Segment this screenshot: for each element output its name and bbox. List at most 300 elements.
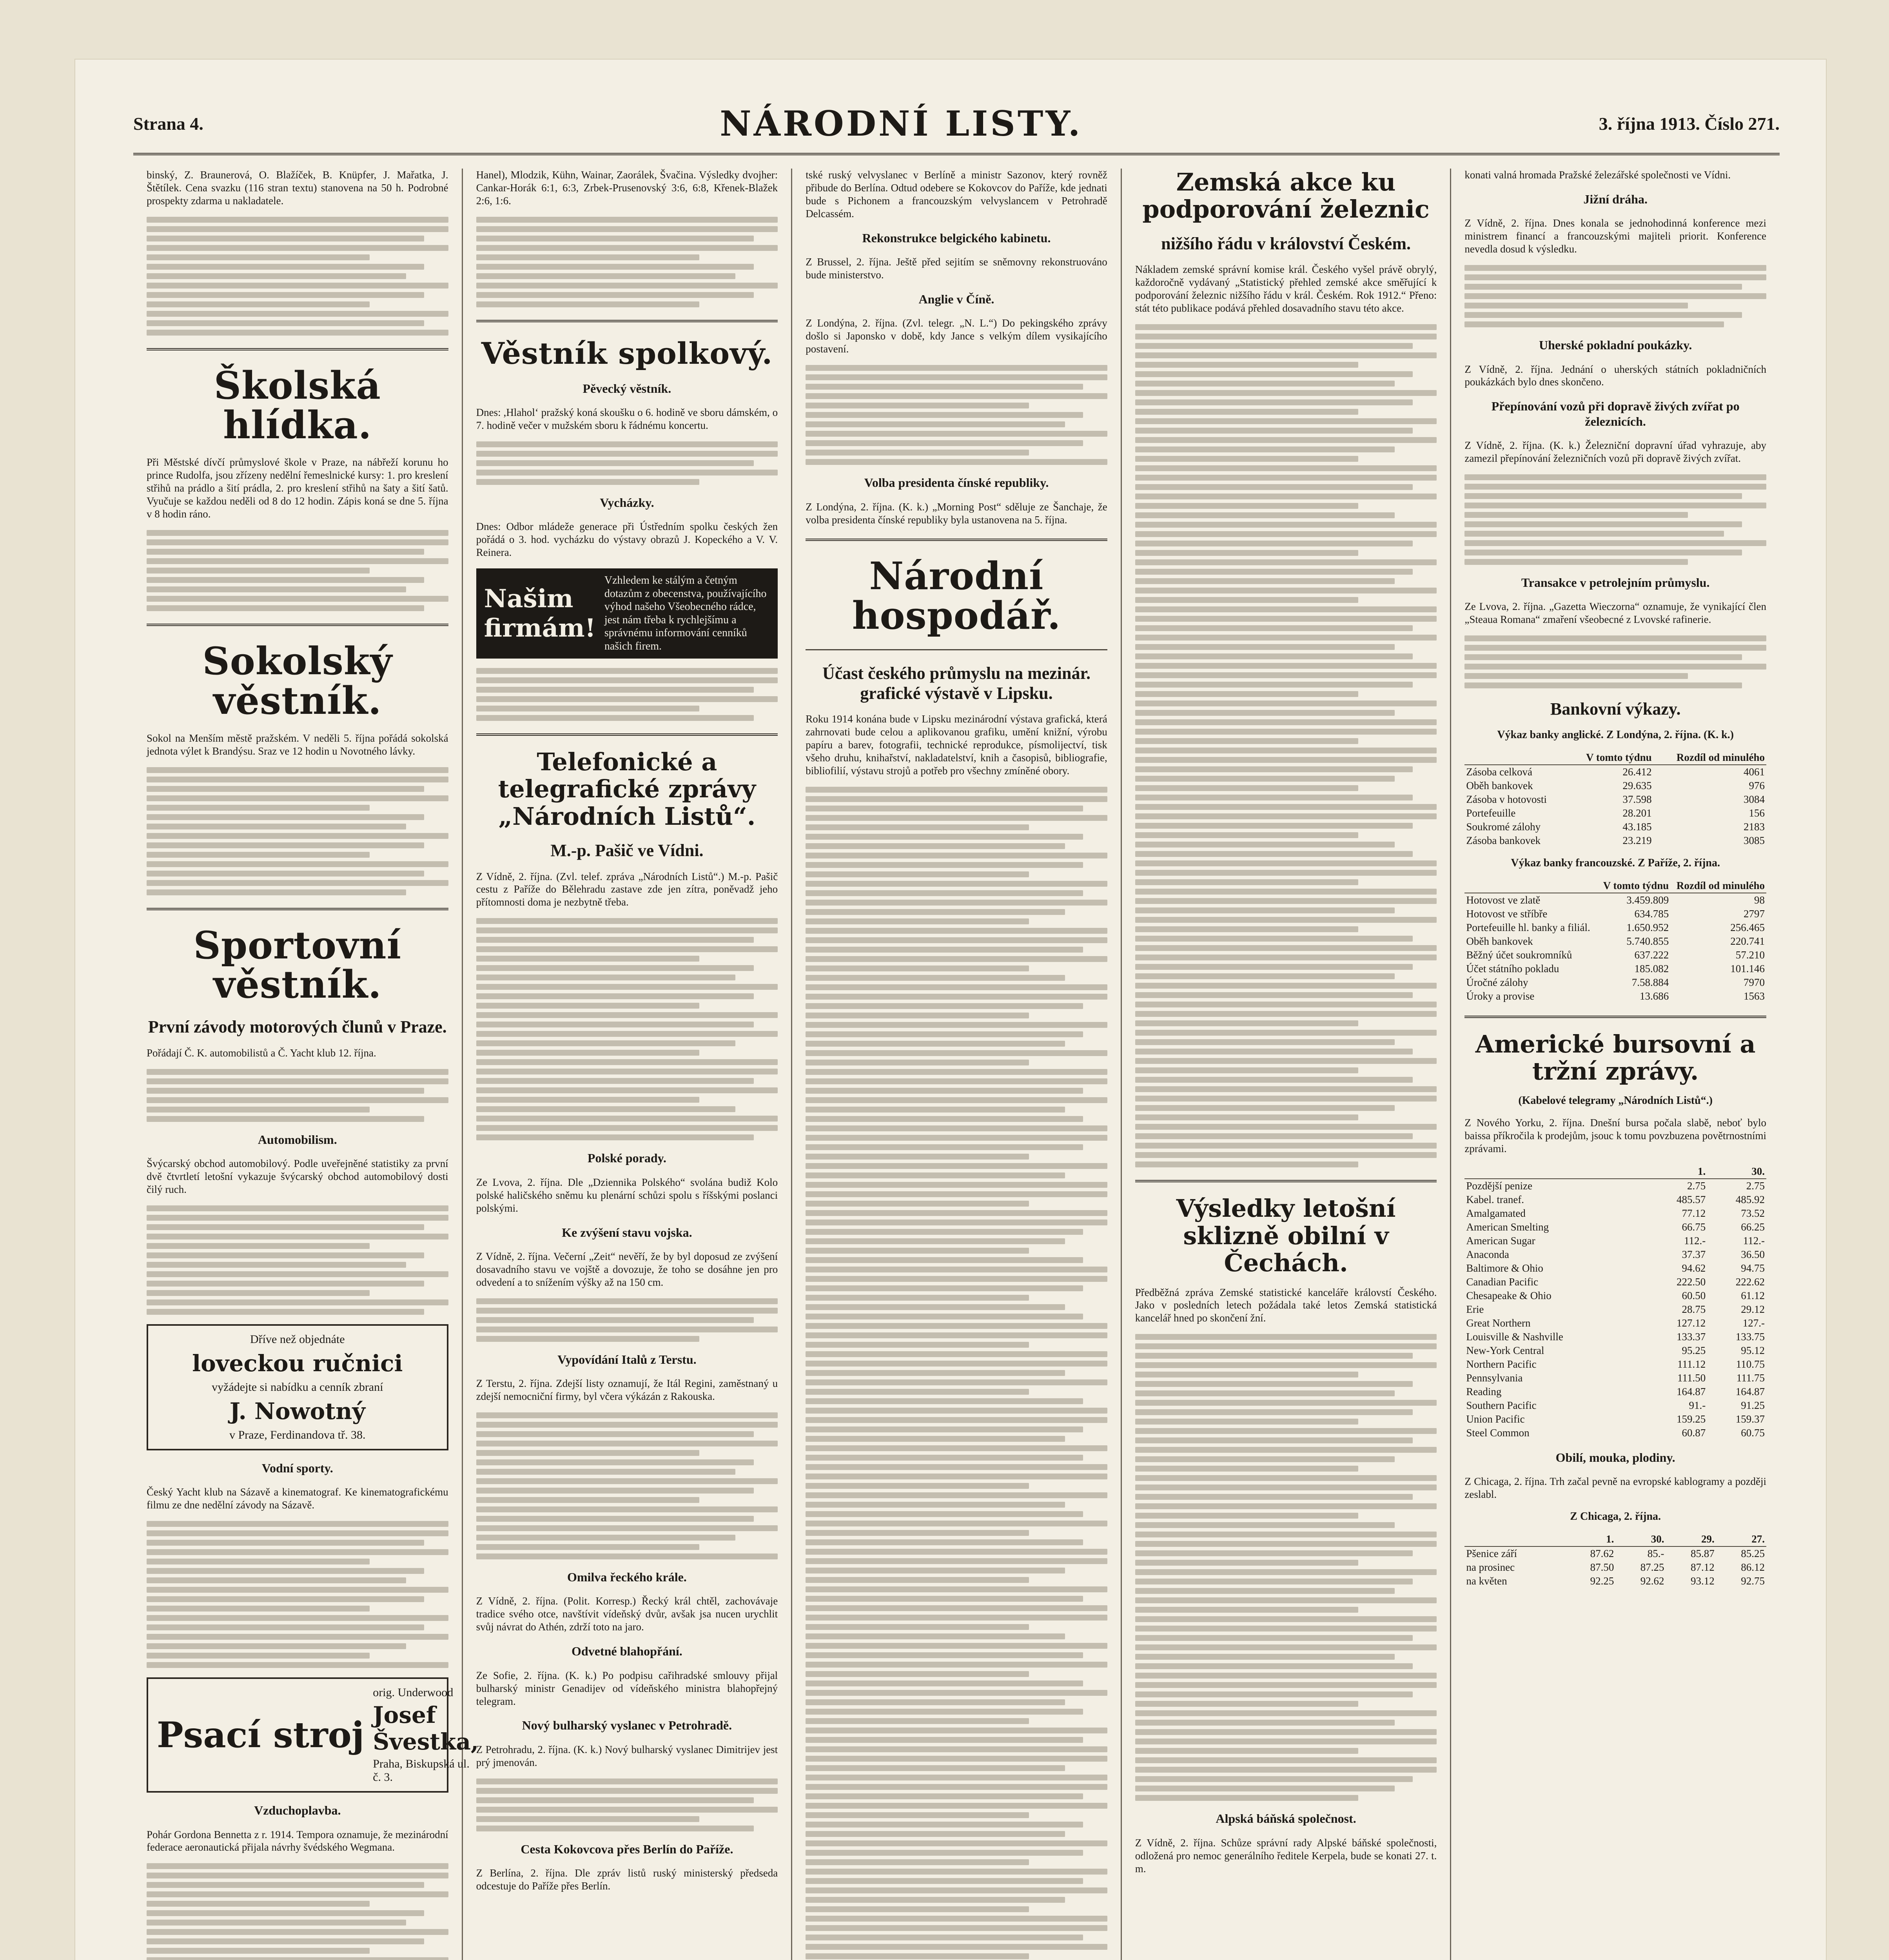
south-heading: Jižní dráha. <box>1583 192 1648 206</box>
england-table <box>1464 751 1766 848</box>
table-row <box>1464 1330 1766 1344</box>
column-header: V tomto týdnu <box>1568 751 1653 765</box>
table-cell: 3.459.809 <box>1626 894 1669 906</box>
ad-line-2: loveckou ručnici <box>192 1350 403 1377</box>
table-cell: 94.75 <box>1741 1262 1765 1274</box>
table-cell: 2.75 <box>1687 1180 1706 1192</box>
tele-subheading: M.-p. Pašič ve Vídni. <box>550 840 704 860</box>
table-row <box>1464 1303 1766 1316</box>
fair-text: Roku 1914 konána bude v Lipsku mezinárodní výstava grafická, která zahrnovati bude celou a aplikovanou grafiku, umění knižní, výrobu papíru a barev, fotografii, technické reprodukce, písmolijectví, tisk všeho druhu, knihařství, nakladatelství, knih a časopisů, bibliografie, bibliofilií, výstavu strojů a potřeb pro všechny zmíněné obory. <box>806 713 1107 777</box>
table-cell: 159.37 <box>1735 1413 1765 1425</box>
greek-heading: Omilva řeckého krále. <box>567 1570 687 1584</box>
divider <box>476 733 778 736</box>
table-cell: 111.50 <box>1677 1372 1706 1384</box>
table-cell: Union Pacific <box>1466 1413 1525 1425</box>
italy-text: Z Terstu, 2. října. Zdejší listy oznamují, že Itál Regini, zaměstnaný u zdejší nemocniční firmy, byl včera výkázán z Rakouska. <box>476 1377 778 1403</box>
table-cell: 29.635 <box>1622 779 1652 791</box>
issue-date: 3. října 1913. Číslo 271. <box>1599 113 1780 134</box>
table-cell: 85.25 <box>1741 1547 1765 1559</box>
table-cell: Úročné zálohy <box>1466 976 1528 988</box>
china-text: Z Londýna, 2. října. (Zvl. telegr. „N. L.“) Do pekingského zprávy došlo si Japonsko v době, kdy Jance s velkým dílem vysikajícího postavení. <box>806 317 1107 355</box>
page-header <box>133 94 1780 155</box>
table-cell: 57.210 <box>1735 949 1765 961</box>
chicago-caption: Z Chicaga, 2. října. <box>1570 1510 1661 1523</box>
text-block <box>147 1205 448 1315</box>
table-row <box>1464 1275 1766 1289</box>
table-cell: 37.37 <box>1682 1248 1706 1260</box>
table-cell: 60.50 <box>1682 1289 1706 1301</box>
text-block <box>1135 324 1437 1167</box>
table-row <box>1464 793 1766 806</box>
zemska-subheading: nižšího řádu v království Českém. <box>1161 234 1411 253</box>
water-heading: Vodní sporty. <box>261 1461 333 1475</box>
england-caption: Výkaz banky anglické. Z Londýna, 2. října. (K. k.) <box>1497 728 1734 741</box>
table-cell: na prosinec <box>1466 1561 1515 1573</box>
table-cell: Canadian Pacific <box>1466 1276 1539 1288</box>
table-cell: 85.87 <box>1690 1547 1715 1559</box>
table-cell: 111.12 <box>1677 1358 1706 1370</box>
banner-title: Našim firmám! <box>484 584 596 643</box>
table-cell: 87.12 <box>1690 1561 1715 1573</box>
sport-text: Pořádají Č. K. automobilistů a Č. Yacht klub 12. října. <box>147 1047 376 1059</box>
transport-heading: Přepínování vozů při dopravě živých zvířat po železnicích. <box>1491 399 1740 428</box>
table-cell: 101.146 <box>1730 962 1765 975</box>
table-cell: Kabel. tranef. <box>1466 1193 1524 1205</box>
col5-top-text: konati valná hromada Pražské železářské společnosti ve Vídni. <box>1464 169 1731 181</box>
text-block <box>476 1298 778 1342</box>
table-cell: Portefeuille <box>1466 807 1516 819</box>
columns <box>133 169 1780 1960</box>
table-header-row <box>1464 751 1766 765</box>
table-cell: 92.75 <box>1741 1575 1765 1587</box>
table-cell: Zásoba bankovek <box>1466 834 1541 846</box>
table-cell: 66.75 <box>1682 1221 1706 1233</box>
text-block <box>806 365 1107 465</box>
table-cell: 127.12 <box>1676 1317 1706 1329</box>
harvest-heading: Výsledky letošní sklizně obilní v Čechách. <box>1176 1194 1396 1278</box>
table-cell: 220.741 <box>1730 935 1765 947</box>
china2-text: Z Londýna, 2. října. (K. k.) „Morning Post“ sděluje ze Šanchaje, že volba presidenta čínské republiky byla ustanovena na 5. října. <box>806 501 1107 526</box>
divider <box>147 348 448 350</box>
table-cell: Southern Pacific <box>1466 1399 1537 1411</box>
table-row <box>1464 1207 1766 1220</box>
alpine-heading: Alpská báňská společnost. <box>1216 1811 1356 1826</box>
divider <box>806 539 1107 541</box>
table-cell: 5.740.855 <box>1626 935 1669 947</box>
table-cell: 85.- <box>1647 1547 1664 1559</box>
trips-heading: Vycházky. <box>600 495 654 510</box>
ad-line-1: Dříve než objednáte <box>250 1332 345 1346</box>
ad-line-3: vyžádejte si nabídku a cenník zbraní <box>212 1380 383 1394</box>
table-row <box>1464 1412 1766 1426</box>
text-block <box>476 1779 778 1831</box>
table-cell: Oběh bankovek <box>1466 779 1533 791</box>
table-cell: Zásoba v hotovosti <box>1466 793 1547 805</box>
table-cell: 3084 <box>1743 793 1765 805</box>
army-text: Z Vídně, 2. října. Večerní „Zeit“ nevěří, že by byl doposud ze zvýšení dosavadního stavu ve vojště a dovozuje, že toho se dosáhne jen pro odvedení a to snížením výšky až na 150 cm. <box>476 1250 778 1288</box>
table-row <box>1464 1289 1766 1303</box>
table-cell: na květen <box>1466 1575 1507 1587</box>
table-cell: 66.25 <box>1741 1221 1765 1233</box>
table-row <box>1464 765 1766 779</box>
table-row <box>1464 1426 1766 1440</box>
table-cell: 86.12 <box>1741 1561 1765 1573</box>
oil-heading: Transakce v petrolejním průmyslu. <box>1521 575 1710 590</box>
table-cell: Pšenice září <box>1466 1547 1517 1559</box>
table-row <box>1464 962 1766 976</box>
table-cell: 1.650.952 <box>1626 921 1669 933</box>
divider <box>147 908 448 910</box>
table-cell: 112.- <box>1743 1234 1765 1247</box>
column-1 <box>133 169 479 1960</box>
column-4 <box>1122 169 1452 1960</box>
auto-heading: Automobilism. <box>258 1132 337 1147</box>
table-cell: American Smelting <box>1466 1221 1549 1233</box>
belgium-text: Z Brussel, 2. října. Ještě před sejitím se sněmovny rekonstruováno bude ministerstvo. <box>806 256 1107 281</box>
table-cell: Amalgamated <box>1466 1207 1526 1219</box>
italy-heading: Vypovídání Italů z Terstu. <box>557 1352 697 1367</box>
table-cell: 256.465 <box>1730 921 1765 933</box>
ad-row <box>157 1686 479 1784</box>
table-cell: 23.219 <box>1622 834 1652 846</box>
table-cell: 7.58.884 <box>1631 976 1669 988</box>
air-text: Pohár Gordona Bennetta z r. 1914. Tempora oznamuje, že mezinárodní federace aeronautická přijala návrhy švédského Wegmana. <box>147 1828 448 1853</box>
divider <box>147 624 448 626</box>
table-cell: Úroky a provise <box>1466 990 1535 1002</box>
table-row <box>1464 834 1766 848</box>
china2-heading: Volba presidenta čínské republiky. <box>864 475 1049 490</box>
table-cell: 2797 <box>1743 907 1765 920</box>
us-heading: Americké bursovní a tržní zprávy. <box>1475 1029 1756 1086</box>
china-heading: Anglie v Číně. <box>918 292 994 307</box>
water-text: Český Yacht klub na Sázavě a kinematograf. Ke kinematografickému filmu ze dne nedělní závody na Sázavě. <box>147 1486 448 1511</box>
table-cell: Steel Common <box>1466 1426 1530 1439</box>
grain-text: Z Chicaga, 2. října. Trh začal pevně na evropské kablogramy a později zeslabl. <box>1464 1475 1766 1500</box>
rifle-ad <box>147 1324 448 1450</box>
text-block <box>476 918 778 1140</box>
us-subheading: (Kabelové telegramy „Národních Listů“.) <box>1518 1094 1713 1107</box>
text-block <box>147 1069 448 1122</box>
column-header: Rozdíl od minulého <box>1670 879 1766 893</box>
table-cell: 13.686 <box>1640 990 1669 1002</box>
column-3 <box>792 169 1122 1960</box>
tele-text: Z Vídně, 2. října. (Zvl. telef. zpráva „Národních Listů“.) M.-p. Pašič cestu z Paříže do Bělehradu zastave zde jen zítra, poněvadž jeho přítomnosti doma je nezbytně třeba. <box>476 870 778 908</box>
table-cell: 43.185 <box>1622 820 1652 833</box>
table-cell: 95.25 <box>1682 1344 1706 1356</box>
column-header: 29. <box>1666 1532 1716 1546</box>
column-header: 27. <box>1716 1532 1766 1546</box>
table-row <box>1464 1546 1766 1561</box>
table-row <box>1464 1344 1766 1357</box>
table-cell: Pennsylvania <box>1466 1372 1523 1384</box>
text-block <box>806 787 1107 1960</box>
column-2 <box>463 169 793 1960</box>
text-block <box>1464 635 1766 688</box>
column-5 <box>1451 169 1780 1960</box>
table-cell: 4061 <box>1743 766 1765 778</box>
table-cell: 164.87 <box>1735 1385 1765 1397</box>
sokol-text: Sokol na Menším městě pražském. V neděli 5. října pořádá sokolská jednota výlet k Brandýsu. Sraz ve 12 hodin u Novotného lávky. <box>147 732 448 757</box>
table-row <box>1464 1357 1766 1371</box>
table-row <box>1464 779 1766 793</box>
grain-heading: Obilí, mouka, plodiny. <box>1555 1450 1675 1465</box>
table-cell: 93.12 <box>1690 1575 1715 1587</box>
text-block <box>1464 265 1766 327</box>
table-cell: 87.50 <box>1590 1561 1614 1573</box>
table-cell: 61.12 <box>1741 1289 1765 1301</box>
table-cell: 91.- <box>1689 1399 1706 1411</box>
text-block <box>1464 474 1766 565</box>
congrats-heading: Odvetné blahopřání. <box>572 1644 682 1659</box>
table-header-row <box>1464 879 1766 893</box>
fair-heading: Účast českého průmyslu na mezinár. grafické výstavě v Lipsku. <box>822 664 1091 703</box>
table-cell: 222.62 <box>1735 1276 1765 1288</box>
table-cell: Běžný účet soukromníků <box>1466 949 1572 961</box>
harvest-text: Předběžná zpráva Zemské statistické kanceláře královstí Českého. Jako v posledních letech požádala také letos Zemská statistická kancelář hned po skončení žní. <box>1135 1286 1437 1324</box>
table-cell: 2183 <box>1743 820 1765 833</box>
text-block <box>147 767 448 895</box>
table-cell: 164.87 <box>1676 1385 1706 1397</box>
divider <box>1464 1016 1766 1018</box>
table-cell: 29.12 <box>1741 1303 1765 1315</box>
oil-text: Ze Lvova, 2. října. „Gazetta Wieczorna“ oznamuje, že vynikající člen „Steaua Romana“ zmaření všeobecné z Lvovské rafinerie. <box>1464 601 1766 626</box>
table-cell: Pozdější penize <box>1466 1180 1533 1192</box>
france-caption: Výkaz banky francouzské. Z Paříže, 2. října. <box>1511 857 1720 869</box>
table-cell: 111.75 <box>1736 1372 1765 1384</box>
table-row <box>1464 1371 1766 1385</box>
table-row <box>1464 1193 1766 1207</box>
table-cell: 87.25 <box>1640 1561 1664 1573</box>
table-cell: 485.57 <box>1676 1193 1706 1205</box>
column-header <box>1464 879 1598 893</box>
table-cell: 133.37 <box>1676 1330 1706 1343</box>
table-cell: 110.75 <box>1736 1358 1765 1370</box>
table-cell: Zásoba celková <box>1466 766 1533 778</box>
table-cell: 37.598 <box>1622 793 1652 805</box>
table-row <box>1464 1234 1766 1248</box>
table-cell: 112.- <box>1684 1234 1706 1247</box>
table-cell: Great Northern <box>1466 1317 1531 1329</box>
sport-subheading: První závody motorových člunů v Praze. <box>148 1017 447 1037</box>
table-cell: Hotovost ve stříbře <box>1466 907 1548 920</box>
school-text: Při Městské dívčí průmyslové škole v Praze, na nábřeží korunu ho prince Rudolfa, jsou zřízeny nedělní řemeslnické kursy: 1. pro kreslení střihů na prádlo a šití prádla, 2. pro kreslení střihů na šaty a šití šatů. Vyučuje se každou neděli od 8 do 12 hodin. Zápis koná se dne 5. října v 8 hodin ráno. <box>147 456 448 520</box>
column-header <box>1464 1532 1565 1546</box>
bank-heading: Uherské pokladní poukázky. <box>1539 338 1692 352</box>
table-cell: 2.75 <box>1746 1180 1765 1192</box>
table-cell: 485.92 <box>1735 1193 1765 1205</box>
table-row <box>1464 1316 1766 1330</box>
auto-text: Švýcarský obchod automobilový. Podle uveřejněné statistiky za první dvě čtvrtletí letošní vykazuje švýcarský obchod automobilový dosti čilý ruch. <box>147 1158 448 1195</box>
sokol-heading: Sokolský věstník. <box>202 639 393 723</box>
table-cell: 156 <box>1749 807 1765 819</box>
table-cell: Soukromé zálohy <box>1466 820 1541 833</box>
bank-reports-heading: Bankovní výkazy. <box>1550 699 1681 719</box>
alpine-text: Z Vídně, 2. října. Schůze správní rady Alpské báňské společnosti, odložená pro nemoc generálního ředitele Kerpela, bude se konati 27. t. m. <box>1135 1837 1437 1875</box>
belgium-heading: Rekonstrukce belgického kabinetu. <box>862 230 1051 245</box>
column-header <box>1464 1165 1648 1179</box>
column-header: V tomto týdnu <box>1598 879 1670 893</box>
table-row <box>1464 1574 1766 1588</box>
vestnik-heading: Věstník spolkový. <box>481 336 773 371</box>
table-cell: 28.201 <box>1622 807 1652 819</box>
banner-text: Vzhledem ke stálým a četným dotazům z obecenstva, používajícího výhod našeho Všeobecného rádce, jest nám třeba k rychlejšímu a správnému informování cenníků našich firem. <box>604 574 767 653</box>
transport-text: Z Vídně, 2. října. (K. k.) Železniční dopravní úřad vyhrazuje, aby zamezil přepínování železničních vozů při dopravě živých zvířat. <box>1464 439 1766 465</box>
column-header: 30. <box>1707 1165 1766 1179</box>
text-block <box>147 1863 448 1960</box>
ad-seller-address: Praha, Biskupská ul. č. 3. <box>373 1757 470 1784</box>
polish-text: Ze Lvova, 2. října. Dle „Dziennika Polského“ svolána budiž Kolo polské haličského sněmu ku plenární schůzi spolu s říšskými poslanci polskými. <box>476 1176 778 1214</box>
col2-top-text: Hanel), Mlodzik, Kühn, Wainar, Zaorálek, Švačina. Výsledky dvojher: Cankar-Horák 6:1, 6:3, Zrbek-Prusenovský 3:6, 6:8, Křenek-Blažek 2:6, 1:6. <box>476 169 778 207</box>
vestnik-subheading: Pěvecký věstník. <box>582 381 671 396</box>
air-heading: Vzduchoplavba. <box>254 1803 341 1818</box>
divider <box>1135 1180 1437 1182</box>
ad-address: v Praze, Ferdinandova tř. 38. <box>229 1428 366 1441</box>
table-row <box>1464 1261 1766 1275</box>
typewriter-ad <box>147 1677 479 1793</box>
table-header-row <box>1464 1165 1766 1179</box>
table-cell: Portefeuille hl. banky a filiál. <box>1466 921 1590 933</box>
page-number: Strana 4. <box>133 113 203 134</box>
column-header: 1. <box>1565 1532 1615 1546</box>
table-cell: 637.222 <box>1634 949 1669 961</box>
table-cell: 222.50 <box>1676 1276 1706 1288</box>
text-block <box>1135 1334 1437 1801</box>
zemska-heading: Zemská akce ku podporování železnic <box>1142 168 1430 224</box>
table-cell: 95.12 <box>1741 1344 1765 1356</box>
table-cell: Účet státního pokladu <box>1466 962 1559 975</box>
table-cell: Baltimore & Ohio <box>1466 1262 1543 1274</box>
table-cell: 36.50 <box>1741 1248 1765 1260</box>
table-row <box>1464 1385 1766 1399</box>
table-cell: 73.52 <box>1741 1207 1765 1219</box>
table-row <box>1464 1220 1766 1234</box>
table-cell: 28.75 <box>1682 1303 1706 1315</box>
chicago-table <box>1464 1532 1766 1588</box>
table-cell: 1563 <box>1743 990 1765 1002</box>
table-cell: Reading <box>1466 1385 1502 1397</box>
table-row <box>1464 820 1766 834</box>
text-block <box>147 217 448 336</box>
table-cell: Northern Pacific <box>1466 1358 1537 1370</box>
table-row <box>1464 948 1766 962</box>
text-block <box>476 441 778 485</box>
zemska-text: Nákladem zemské správní komise král. Českého vyšel právě obrylý, každoročně vydávaný „Statistický přehled zemské akce směřující k podporování železnic nižšího řádu v král. Českém. Rok 1912.“ Přeno: stát této publikace podává přehled dosavadního stavu této akce. <box>1135 263 1437 314</box>
vestnik-text: Dnes: ,Hlahol‘ pražský koná skoušku o 6. hodině ve sboru dámském, o 7. hodině večer v mužském sboru k řádnému koncertu. <box>476 407 778 431</box>
divider <box>476 320 778 322</box>
table-cell: 60.87 <box>1682 1426 1706 1439</box>
column-header: Rozdíl od minulého <box>1653 751 1766 765</box>
table-row <box>1464 935 1766 948</box>
table-row <box>1464 806 1766 820</box>
col3-top-text: tské ruský velvyslanec v Berlíně a ministr Sazonov, který rovněž přibude do Berlína. Odtud odebere se Kokovcov do Paříže, kde jednati bude s Pichonem a francouzským velvyslancem v Petrohradě Delcassém. <box>806 169 1107 220</box>
congrats-text: Ze Sofie, 2. října. (K. k.) Po podpisu cařihradské smlouvy přijal bulharský ministr Genadijev od vídeňského ministra blahopřejný telegram. <box>476 1669 778 1707</box>
table-row <box>1464 1399 1766 1412</box>
intro-text: binský, Z. Braunerová, O. Blažíček, B. Knüpfer, J. Mařatka, J. Štětílek. Cena svazku (116 stran textu) stanovena na 50 h. Podrobné prospekty zdarma u nakladatele. <box>147 169 448 207</box>
table-row <box>1464 976 1766 989</box>
notice-banner <box>476 568 778 659</box>
table-row <box>1464 989 1766 1003</box>
table-cell: 92.62 <box>1640 1575 1664 1587</box>
ad-big-text: Psací stroj <box>157 1714 365 1756</box>
table-cell: 98 <box>1754 894 1765 906</box>
table-row <box>1464 893 1766 907</box>
table-cell: American Sugar <box>1466 1234 1535 1247</box>
kokovcov-heading: Cesta Kokovcova přes Berlín do Paříže. <box>521 1842 733 1856</box>
table-cell: Anaconda <box>1466 1248 1509 1260</box>
table-cell: Chesapeake & Ohio <box>1466 1289 1551 1301</box>
table-cell: Oběh bankovek <box>1466 935 1533 947</box>
ambassador-text: Z Petrohradu, 2. října. (K. k.) Nový bulharský vyslanec Dimitrijev jest prý jmenován. <box>476 1743 778 1768</box>
table-cell: 634.785 <box>1634 907 1669 920</box>
column-header <box>1464 751 1568 765</box>
text-block <box>147 1521 448 1668</box>
table-cell: 127.- <box>1742 1317 1765 1329</box>
us-stock-table <box>1464 1165 1766 1440</box>
text-block <box>476 668 778 721</box>
us-text: Z Nového Yorku, 2. října. Dnešní bursa počala slabě, neboť bylo baissa příkročila k prodejům, jsouc k tomu povzbuzena povětrnostními zprávami. <box>1464 1116 1766 1154</box>
table-cell: Erie <box>1466 1303 1484 1315</box>
table-cell: Hotovost ve zlatě <box>1466 894 1541 906</box>
table-cell: 976 <box>1749 779 1765 791</box>
table-cell: 3085 <box>1743 834 1765 846</box>
table-cell: Louisville & Nashville <box>1466 1330 1563 1343</box>
table-cell: 133.75 <box>1735 1330 1765 1343</box>
table-cell: 60.75 <box>1741 1426 1765 1439</box>
table-row <box>1464 1561 1766 1574</box>
table-row <box>1464 921 1766 935</box>
greek-text: Z Vídně, 2. října. (Polit. Korresp.) Řecký král chtěl, zachovávaje tradice svého otce, navštívit vídeňský dvůr, avšak jsa nucen urychlit svůj návrat do Athén, zdrží toto na jaro. <box>476 1595 778 1633</box>
school-heading: Školská hlídka. <box>214 363 381 447</box>
kokovcov-text: Z Berlína, 2. října. Dle zpráv listů ruský ministerský předseda odcestuje do Paříže přes Berlín. <box>476 1867 778 1892</box>
table-cell: New-York Central <box>1466 1344 1544 1356</box>
newspaper-page <box>74 59 1827 1960</box>
table-cell: 91.25 <box>1741 1399 1765 1411</box>
ad-brand: orig. Underwood <box>373 1686 454 1699</box>
table-cell: 77.12 <box>1682 1207 1706 1219</box>
table-cell: 185.082 <box>1634 962 1669 975</box>
table-cell: 159.25 <box>1676 1413 1706 1425</box>
table-row <box>1464 1248 1766 1261</box>
table-row <box>1464 907 1766 921</box>
text-block <box>476 1412 778 1559</box>
france-table <box>1464 879 1766 1003</box>
ambassador-heading: Nový bulharský vyslanec v Petrohradě. <box>522 1718 732 1733</box>
table-header-row <box>1464 1532 1766 1546</box>
table-cell: 87.62 <box>1590 1547 1614 1559</box>
table-cell: 26.412 <box>1622 766 1652 778</box>
masthead-title: NÁRODNÍ LISTY. <box>720 103 1083 144</box>
table-cell: 7970 <box>1743 976 1765 988</box>
table-cell: 92.25 <box>1590 1575 1614 1587</box>
table-row <box>1464 1179 1766 1193</box>
economy-heading: Národní hospodář. <box>852 554 1061 638</box>
table-cell: 94.62 <box>1682 1262 1706 1274</box>
south-text: Z Vídně, 2. října. Dnes konala se jednohodinná konference mezi ministrem financí a francouzskými majiteli priorit. Konference nevedla dosud k výsledku. <box>1464 217 1766 255</box>
sport-heading: Sportovní věstník. <box>193 923 402 1007</box>
divider <box>806 649 1107 650</box>
text-block <box>147 530 448 611</box>
column-header: 30. <box>1615 1532 1666 1546</box>
ad-name: J. Nowotný <box>229 1397 365 1425</box>
polish-heading: Polské porady. <box>587 1151 666 1165</box>
trips-text: Dnes: Odbor mládeže generace při Ústředním spolku českých žen pořádá o 3. hod. vycházku do výstavy obrazů J. Kopeckého a V. V. Reinera. <box>476 521 778 559</box>
tele-heading: Telefonické a telegrafické zprávy „Národních Listů“. <box>498 747 756 831</box>
ad-seller: Josef Švestka, <box>373 1702 479 1755</box>
bank-text: Z Vídně, 2. října. Jednání o uherských státních pokladničních poukázkách bylo dnes skončeno. <box>1464 363 1766 388</box>
text-block <box>476 217 778 307</box>
column-header: 1. <box>1648 1165 1708 1179</box>
army-heading: Ke zvýšení stavu vojska. <box>562 1225 692 1240</box>
